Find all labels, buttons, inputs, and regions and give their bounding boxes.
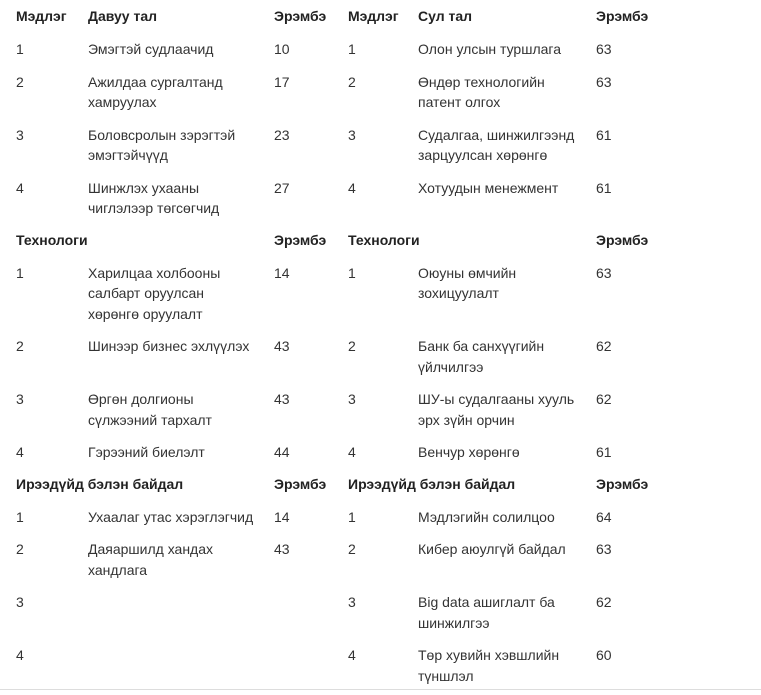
- right-row-rank: 61: [596, 126, 612, 143]
- left-section-header: Технологи: [16, 231, 88, 248]
- right-section-header: Мэдлэг: [348, 8, 399, 24]
- table-row: [0, 118, 760, 171]
- left-section-header: Мэдлэг: [16, 8, 67, 24]
- left-row-number: 1: [16, 508, 24, 525]
- right-row-rank: 60: [596, 647, 612, 663]
- right-rank-header: Эрэмбэ: [596, 231, 649, 248]
- left-row-text: Ажилдаа сургалтанд хамруулах: [88, 73, 223, 110]
- left-row-text: Боловсролын зэрэгтэй эмэгтэйчүүд: [88, 126, 236, 163]
- left-row-text: Ухаалаг утас хэрэглэгчид: [88, 508, 254, 525]
- right-row-text: Big data ашиглалт ба шинжилгээ: [418, 594, 555, 631]
- section-header-row: [0, 0, 760, 32]
- left-row-rank: 23: [274, 126, 290, 143]
- right-row-number: 2: [348, 73, 356, 90]
- right-section-header: Технологи: [348, 231, 420, 248]
- left-row-rank: [258, 638, 332, 686]
- left-row-text: Харилцаа холбооны салбарт оруулсан хөрөнгө оруулалт: [88, 264, 221, 322]
- right-row-rank: 64: [596, 508, 612, 525]
- left-row-rank: 43: [274, 338, 290, 354]
- right-row-rank: 62: [596, 594, 612, 610]
- right-row-number: 4: [348, 647, 356, 663]
- right-row-number: 3: [348, 126, 356, 143]
- table-row: [0, 171, 760, 224]
- table-row: [0, 638, 760, 686]
- left-row-text: Шинээр бизнес эхлүүлэх: [88, 338, 250, 354]
- left-row-rank: 14: [274, 508, 290, 525]
- right-row-text: Мэдлэгийн солилцоо: [418, 508, 555, 525]
- left-row-rank: 43: [274, 541, 290, 557]
- right-row-number: 1: [348, 264, 356, 281]
- left-row-rank: 43: [274, 391, 290, 407]
- right-rank-header: Эрэмбэ: [596, 475, 649, 492]
- left-row-number: 1: [16, 41, 24, 57]
- right-row-number: 2: [348, 541, 356, 557]
- table-row: [0, 585, 760, 638]
- left-row-number: 1: [16, 264, 24, 281]
- left-category-header: Давуу тал: [88, 8, 158, 24]
- right-row-text: Төр хувийн хэвшлийн түншлэл: [418, 647, 560, 684]
- right-row-text: Хотуудын менежмент: [418, 179, 559, 196]
- table-row: [0, 532, 760, 585]
- table-row: [0, 500, 760, 533]
- left-row-text: Гэрээний биелэлт: [88, 444, 205, 460]
- right-row-number: 3: [348, 594, 356, 610]
- left-row-rank: [258, 585, 332, 638]
- right-row-number: 1: [348, 41, 356, 57]
- left-row-text: Эмэгтэй судлаачид: [88, 41, 214, 57]
- left-row-number: 3: [16, 391, 24, 407]
- section-header-row: [0, 468, 760, 500]
- right-row-rank: 61: [596, 179, 612, 196]
- right-row-text: Оюуны өмчийн зохицуулалт: [418, 264, 517, 301]
- right-row-text: Банк ба санхүүгийн үйлчилгээ: [418, 338, 545, 375]
- left-rank-header: Эрэмбэ: [274, 231, 327, 248]
- right-category-header: Сул тал: [418, 8, 473, 24]
- bottom-divider: [0, 689, 761, 690]
- right-row-number: 4: [348, 179, 356, 196]
- right-row-rank: 63: [596, 73, 612, 90]
- right-row-number: 2: [348, 338, 356, 354]
- left-row-number: 4: [16, 179, 24, 196]
- right-row-rank: 62: [596, 391, 612, 407]
- left-row-rank: 44: [274, 444, 290, 460]
- left-rank-header: Эрэмбэ: [274, 8, 327, 24]
- table-row: [0, 329, 760, 382]
- right-rank-header: Эрэмбэ: [596, 8, 649, 24]
- right-row-text: Судалгаа, шинжилгээнд зарцуулсан хөрөнгө: [418, 126, 575, 163]
- table-row: [0, 256, 760, 330]
- right-row-number: 4: [348, 444, 356, 460]
- table-row: [0, 65, 760, 118]
- left-row-text: Өргөн долгионы сүлжээний тархалт: [88, 391, 212, 428]
- right-row-text: ШУ-ы судалгааны хууль эрх зүйн орчин: [418, 391, 575, 428]
- left-row-number: 2: [16, 541, 24, 557]
- right-row-number: 3: [348, 391, 356, 407]
- left-row-number: 3: [16, 126, 24, 143]
- left-row-text: Шинжлэх ухааны чиглэлээр төгсөгчид: [88, 179, 220, 216]
- right-row-rank: 63: [596, 41, 612, 57]
- table-row: [0, 435, 760, 468]
- left-row-number: 2: [16, 338, 24, 354]
- right-row-rank: 63: [596, 541, 612, 557]
- right-row-rank: 62: [596, 338, 612, 354]
- right-row-text: Олон улсын туршлага: [418, 41, 561, 57]
- table-row: [0, 382, 760, 435]
- left-row-number: 2: [16, 73, 24, 90]
- right-row-text: Венчур хөрөнгө: [418, 444, 520, 460]
- left-row-rank: 17: [274, 73, 290, 90]
- left-row-text: Даяаршилд хандах хандлага: [88, 541, 214, 578]
- left-row-number: 4: [16, 647, 24, 663]
- right-row-rank: 61: [596, 444, 612, 460]
- left-row-number: 4: [16, 444, 24, 460]
- right-row-number: 1: [348, 508, 356, 525]
- right-row-text: Кибер аюулгүй байдал: [418, 541, 566, 557]
- right-row-rank: 63: [596, 264, 612, 281]
- left-row-number: 3: [16, 594, 24, 610]
- section-header-row: [0, 224, 760, 256]
- right-row-text: Өндөр технологийн патент олгох: [418, 73, 545, 110]
- left-row-rank: 14: [274, 264, 290, 281]
- left-row-rank: 27: [274, 179, 290, 196]
- right-section-header: Ирээдүйд бэлэн байдал: [348, 475, 516, 492]
- left-section-header: Ирээдүйд бэлэн байдал: [16, 475, 184, 492]
- left-rank-header: Эрэмбэ: [274, 475, 327, 492]
- left-row-rank: 10: [274, 41, 290, 57]
- left-row-text: [72, 585, 258, 638]
- table-row: [0, 32, 760, 65]
- left-row-text: [72, 638, 258, 686]
